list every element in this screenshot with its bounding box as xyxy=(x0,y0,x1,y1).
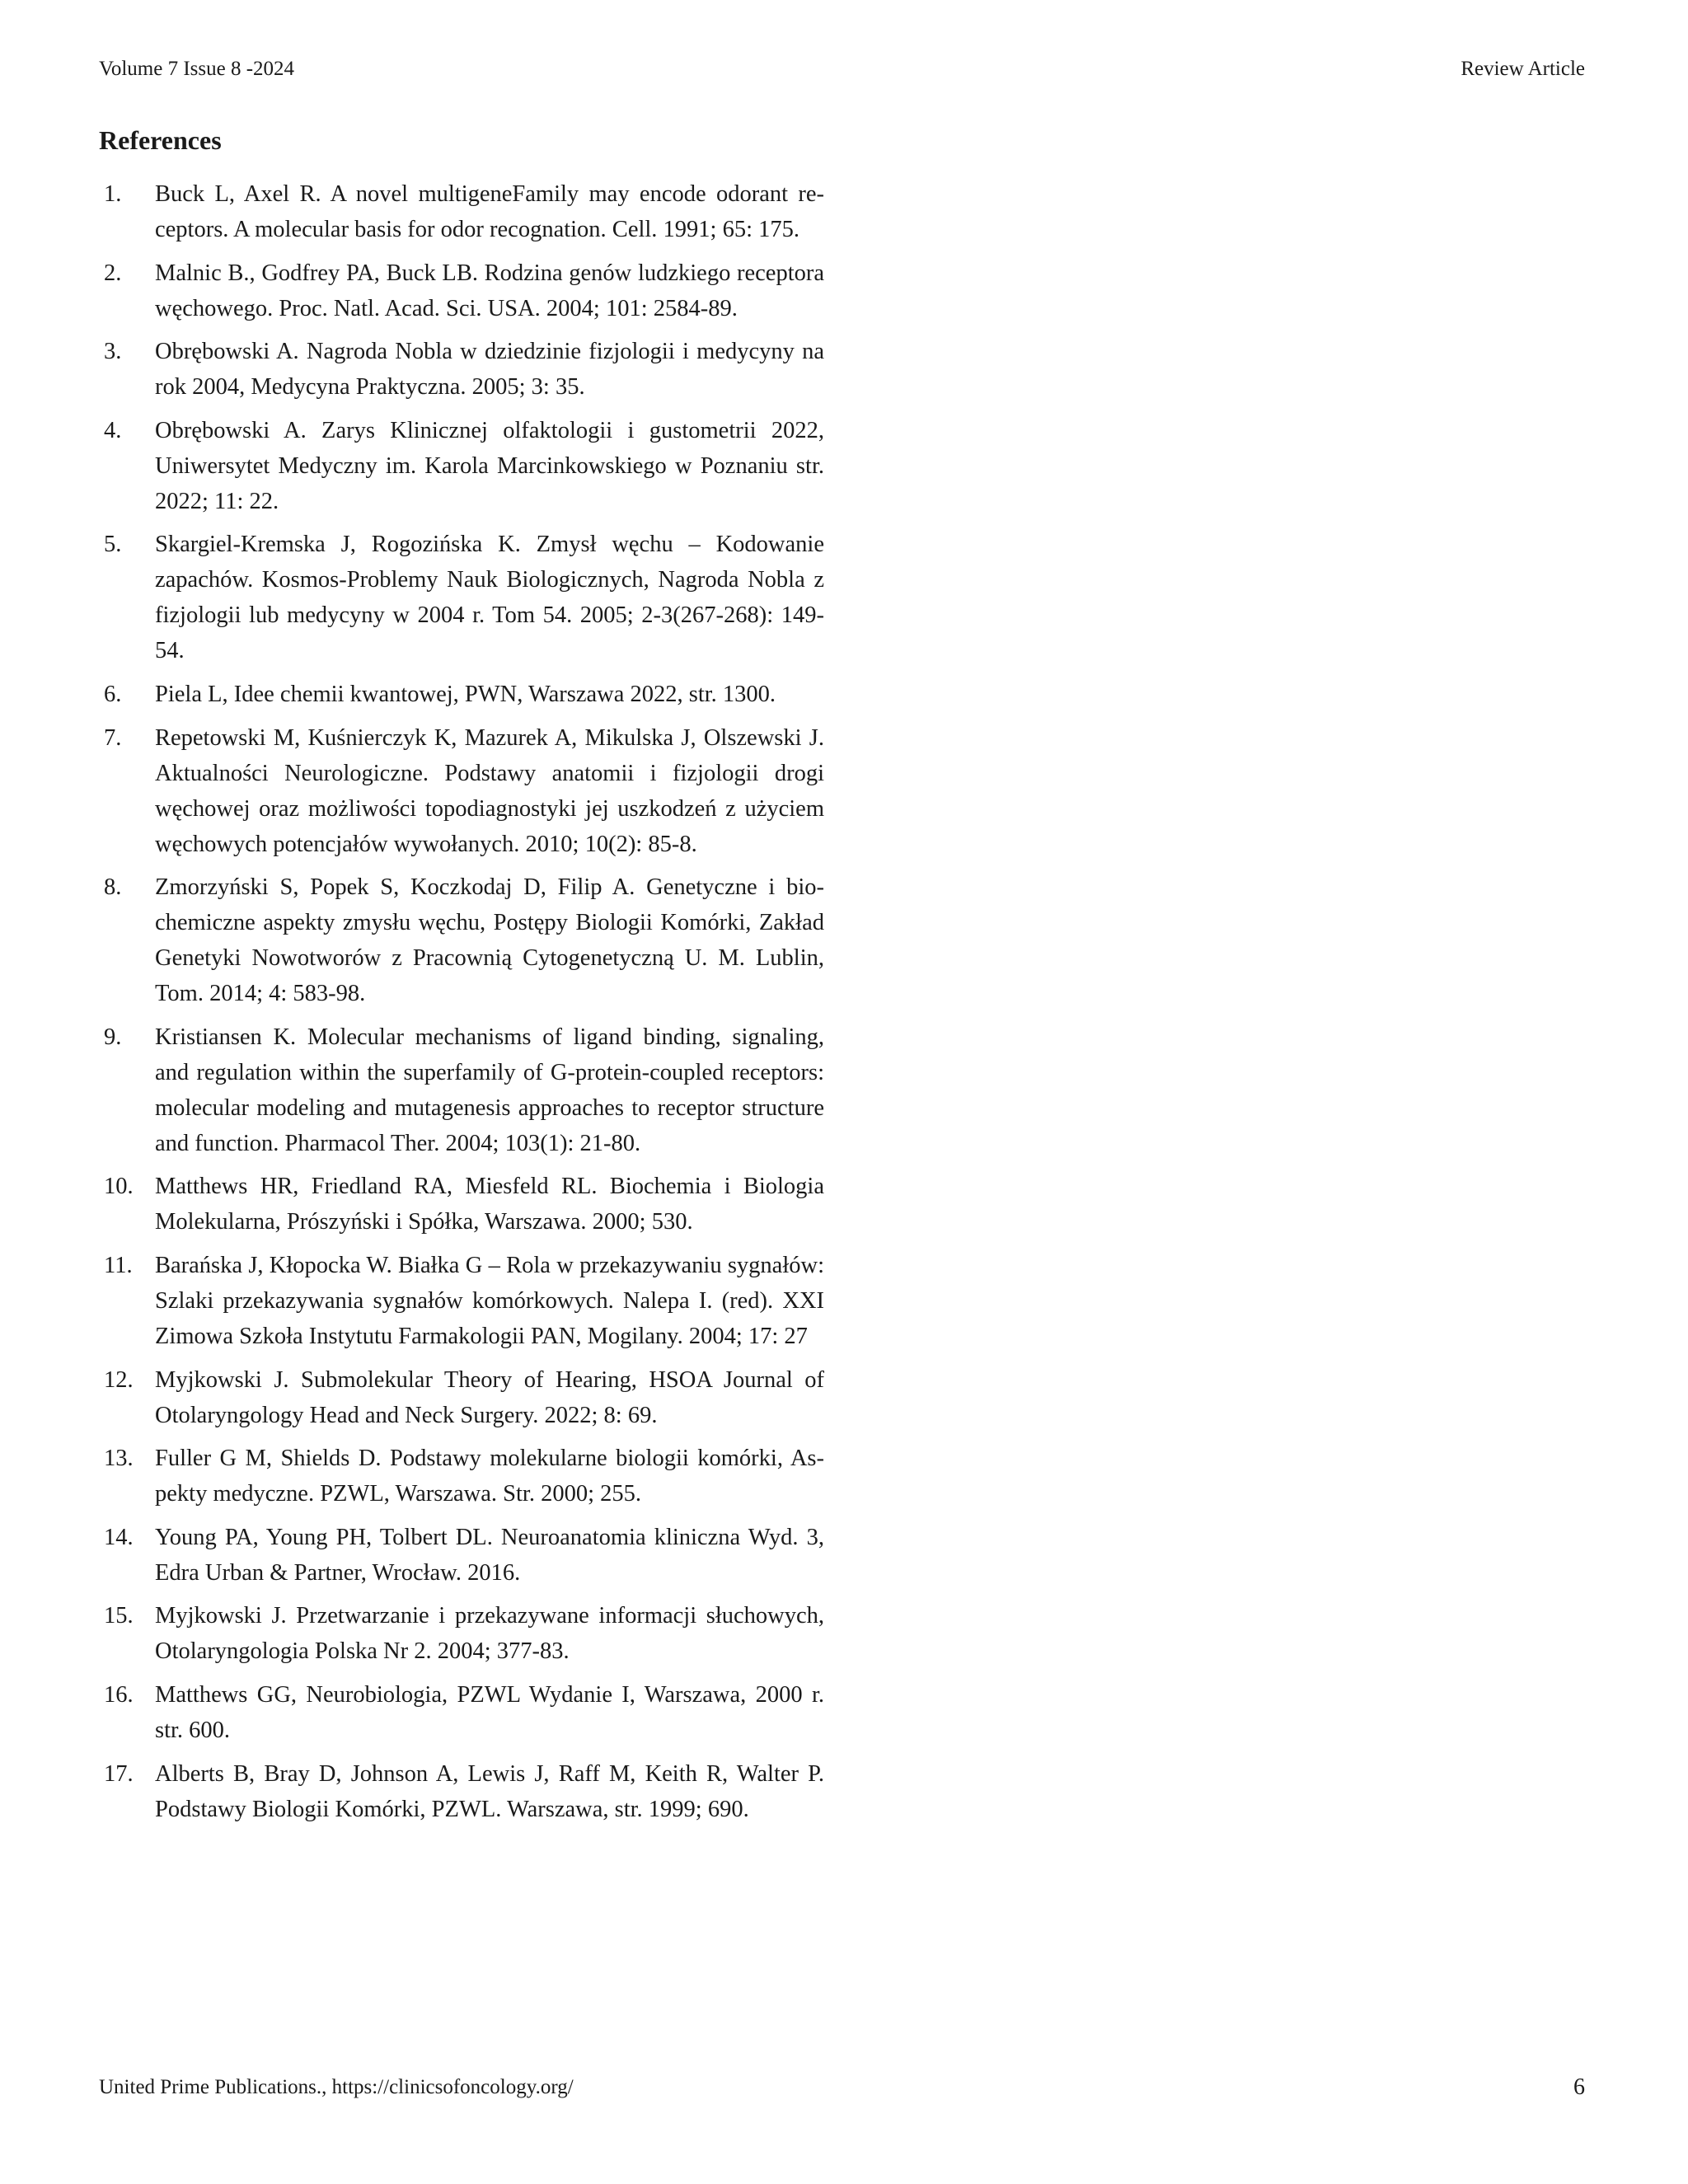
reference-text: Fuller G M, Shields D. Podstawy molekularne biologii komórki, Aspekty medyczne. PZWL, Warszawa. Str. 2000; 255. xyxy=(155,1446,824,1507)
reference-text: Malnic B., Godfrey PA, Buck LB. Rodzina genów ludzkiego receptora węchowego. Proc. Natl. Acad. Sci. USA. 2004; 101: 2584-89. xyxy=(155,260,824,321)
reference-item xyxy=(99,527,824,668)
reference-item xyxy=(99,413,824,519)
reference-item xyxy=(99,1520,824,1591)
reference-item xyxy=(99,677,824,712)
reference-text: Matthews GG, Neurobiologia, PZWL Wydanie I, Warszawa, 2000 r. str. 600. xyxy=(155,1681,824,1743)
reference-text: Myjkowski J. Przetwarzanie i przekazywane informacji słuchowych, Otolaryngologia Polska Nr 2. 2004; 377-83. xyxy=(155,1603,824,1665)
reference-item xyxy=(99,869,824,1011)
reference-item xyxy=(99,255,824,326)
reference-item xyxy=(99,334,824,405)
reference-number: 2. xyxy=(104,260,122,286)
reference-number: 9. xyxy=(104,1024,122,1050)
article-type: Review Article xyxy=(1461,58,1585,80)
reference-item xyxy=(99,1441,824,1511)
reference-number: 4. xyxy=(104,417,122,443)
reference-number: 3. xyxy=(104,339,122,365)
reference-number: 14. xyxy=(104,1524,134,1550)
reference-item xyxy=(99,720,824,862)
reference-number: 17. xyxy=(104,1760,134,1787)
reference-item xyxy=(99,1169,824,1240)
reference-text: Matthews HR, Friedland RA, Miesfeld RL. Biochemia i Biologia Molekularna, Prószyński i Spółka, Warszawa. 2000; 530. xyxy=(155,1174,824,1235)
page-number: 6 xyxy=(1573,2074,1585,2100)
reference-number: 15. xyxy=(104,1603,134,1629)
reference-text: Myjkowski J. Submolekular Theory of Hearing, HSOA Journal of Otolaryngology Head and Neck Surgery. 2022; 8: 69. xyxy=(155,1366,824,1428)
reference-text: Obrębowski A. Nagroda Nobla w dziedzinie fizjologii i medycyny na rok 2004, Medycyna Praktyczna. 2005; 3: 35. xyxy=(155,339,824,401)
reference-text: Repetowski M, Kuśnierczyk K, Mazurek A, Mikulska J, Olszewski J. Aktualności Neurologiczne. Podstawy anatomii i fizjologii drogi węchowej oraz możliwości topodiagnostyki jej uszkodzeń z użyciem węchowych potencjałów wywołanych. 2010; 10(2): 85-8. xyxy=(155,724,824,857)
reference-text: Kristiansen K. Molecular mechanisms of ligand binding, signaling, and regulation within the superfamily of G-protein-coupled receptors: molecular modeling and mutagenesis approaches to receptor structure and function. Pharmacol Ther. 2004; 103(1): 21-80. xyxy=(155,1024,824,1156)
journal-volume: Volume 7 Issue 8 -2024 xyxy=(99,58,295,80)
reference-item xyxy=(99,1598,824,1669)
references-heading: References xyxy=(99,125,222,155)
reference-text: Barańska J, Kłopocka W. Białka G – Rola w przekazywaniu sygnałów: Szlaki przekazywania sygnałów komórkowych. Nalepa I. (red). XXI Zimowa Szkoła Instytutu Farmakologii PAN, Mogilany. 2004; 17: 27 xyxy=(155,1252,824,1349)
reference-number: 6. xyxy=(104,681,122,707)
reference-list xyxy=(99,176,824,1835)
reference-number: 7. xyxy=(104,724,122,751)
reference-number: 16. xyxy=(104,1681,134,1708)
publisher-footer: United Prime Publications., https://clinicsofoncology.org/ xyxy=(99,2076,574,2098)
reference-text: Alberts B, Bray D, Johnson A, Lewis J, Raff M, Keith R, Walter P. Podstawy Biologii Komórki, PZWL. Warszawa, str. 1999; 690. xyxy=(155,1760,824,1822)
reference-number: 11. xyxy=(104,1252,133,1278)
reference-item xyxy=(99,1756,824,1827)
reference-item xyxy=(99,1362,824,1433)
reference-number: 13. xyxy=(104,1446,134,1472)
reference-number: 12. xyxy=(104,1366,134,1393)
reference-number: 5. xyxy=(104,532,122,558)
reference-item xyxy=(99,176,824,247)
reference-text: Zmorzyński S, Popek S, Koczkodaj D, Filip A. Genetyczne i biochemiczne aspekty zmysłu węchu, Postępy Biologii Komórki, Zakład Genetyki Nowotworów z Pracownią Cytogenetyczną U. M. Lublin, Tom. 2014; 4: 583-98. xyxy=(155,874,824,1007)
reference-text: Buck L, Axel R. A novel multigeneFamily may encode odorant receptors. A molecular basis for odor recognation. Cell. 1991; 65: 175. xyxy=(155,181,824,242)
reference-number: 1. xyxy=(104,181,122,207)
reference-number: 8. xyxy=(104,874,122,901)
reference-text: Young PA, Young PH, Tolbert DL. Neuroanatomia kliniczna Wyd. 3, Edra Urban & Partner, Wrocław. 2016. xyxy=(155,1524,824,1586)
reference-item xyxy=(99,1019,824,1161)
reference-item xyxy=(99,1677,824,1748)
reference-item xyxy=(99,1248,824,1354)
reference-text: Piela L, Idee chemii kwantowej, PWN, Warszawa 2022, str. 1300. xyxy=(155,681,776,707)
reference-text: Skargiel-Kremska J, Rogozińska K. Zmysł węchu – Kodowanie zapachów. Kosmos-Problemy Nauk Biologicznych, Nagroda Nobla z fizjologii lub medycyny w 2004 r. Tom 54. 2005; 2-3(267-268): 149-54. xyxy=(155,532,824,664)
reference-text: Obrębowski A. Zarys Klinicznej olfaktologii i gustometrii 2022, Uniwersytet Medyczny im. Karola Marcinkowskiego w Poznaniu str. 2022; 11: 22. xyxy=(155,417,824,514)
reference-number: 10. xyxy=(104,1174,134,1200)
